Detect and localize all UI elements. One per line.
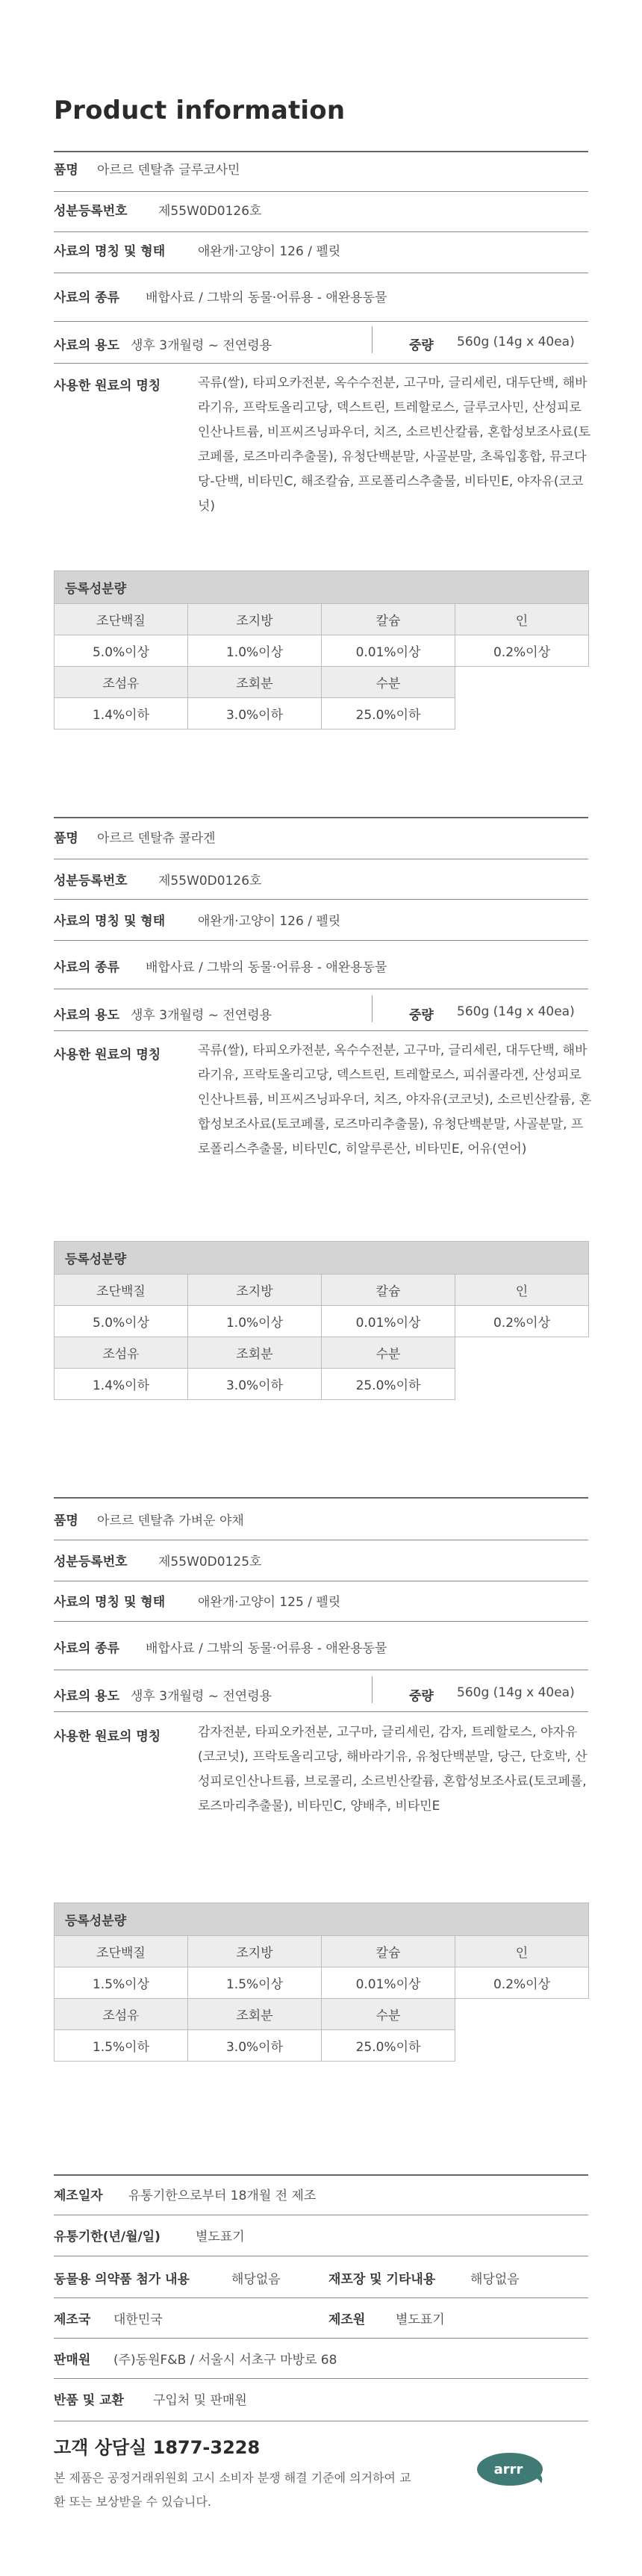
- weight-value: 560g (14g x 40ea): [457, 1004, 575, 1019]
- nutrient-table: [54, 1241, 589, 1400]
- column-separator: [372, 995, 373, 1022]
- column-separator: [372, 1676, 373, 1703]
- feed-type-value: 배합사료 / 그밖의 동물·어류용 - 애완용동물: [146, 960, 387, 975]
- feed-type-label: 사료의 종류: [54, 1641, 120, 1656]
- nutrient-label: 인: [455, 604, 589, 635]
- divider: [54, 2378, 588, 2379]
- registration-value: 제55W0D0125호: [158, 1555, 262, 1569]
- nutrient-label: 조단백질: [54, 604, 188, 635]
- nutrient-value: 0.2%이상: [455, 1306, 589, 1337]
- divider: [54, 151, 588, 152]
- registration-label: 성분등록번호: [54, 204, 128, 219]
- customer-service-text: 본 제품은 공정거래위원회 고시 소비자 분쟁 해결 기준에 의거하여 교환 또는 보상받을 수 있습니다.: [54, 2471, 411, 2509]
- nutrient-value: 5.0%이상: [54, 635, 188, 667]
- nutrient-value: 0.01%이상: [322, 1967, 455, 1999]
- weight-label: 중량: [409, 1008, 434, 1023]
- nutrient-value: 5.0%이상: [54, 1306, 188, 1337]
- product-name-label: 품명: [54, 1513, 78, 1528]
- divider: [54, 817, 588, 818]
- nutrient-value: 1.0%이상: [188, 635, 322, 667]
- feed-type-label: 사료의 종류: [54, 290, 120, 305]
- manufacturer-value: 별도표기: [396, 2312, 445, 2327]
- packaging-value: 해당없음: [470, 2272, 520, 2287]
- divider: [54, 191, 588, 192]
- nutrient-label: 칼슘: [322, 1936, 455, 1967]
- nutrient-value: 25.0%이하: [322, 1369, 455, 1400]
- divider: [54, 1621, 588, 1622]
- nutrient-label: 조단백질: [54, 1936, 188, 1967]
- nutrient-value: 0.2%이상: [455, 1967, 589, 1999]
- nutrient-value: 1.5%이하: [54, 2030, 188, 2062]
- nutrient-value: 0.2%이상: [455, 635, 589, 667]
- nutrient-table-header: 등록성분량: [54, 571, 589, 604]
- registration-label: 성분등록번호: [54, 874, 128, 889]
- empty-cell: [455, 1999, 589, 2030]
- nutrient-label: 조섬유: [54, 667, 188, 698]
- weight-label: 중량: [409, 1689, 434, 1704]
- nutrient-label: 인: [455, 1936, 589, 1967]
- divider: [54, 2297, 588, 2298]
- nutrient-label: 조회분: [188, 667, 322, 698]
- ingredients-value: 감자전분, 타피오카전분, 고구마, 글리세린, 감자, 트레할로스, 야자유(코코넛), 프락토올리고당, 해바라기유, 유청단백분말, 당근, 단호박, 산성피로인산나트륨, 브로콜리, 소르빈산칼륨, 혼합성보조사료(토코페롤,로즈마리추출물), 비타민C, 양배추, 비타민E: [198, 1725, 588, 1814]
- weight-value: 560g (14g x 40ea): [457, 335, 575, 349]
- divider: [54, 1030, 588, 1031]
- feed-type-value: 배합사료 / 그밖의 동물·어류용 - 애완용동물: [146, 1641, 387, 1656]
- brand-logo-text: arrr: [493, 2462, 523, 2477]
- name-form-value: 애완개·고양이 126 / 펠릿: [198, 244, 341, 259]
- nutrient-value: 0.01%이상: [322, 635, 455, 667]
- page-title: Product information: [54, 96, 346, 125]
- divider: [54, 2338, 588, 2339]
- product-name-label: 품명: [54, 163, 78, 178]
- nutrient-label: 조섬유: [54, 1337, 188, 1369]
- nutrient-value: 25.0%이하: [322, 698, 455, 729]
- expiry-label: 유통기한(년/월/일): [54, 2230, 160, 2244]
- nutrient-value: 0.01%이상: [322, 1306, 455, 1337]
- brand-logo: [476, 2451, 549, 2488]
- nutrient-label: 칼슘: [322, 604, 455, 635]
- nutrient-label: 인: [455, 1275, 589, 1306]
- mfg-date-value: 유통기한으로부터 18개월 전 제조: [128, 2188, 317, 2203]
- nutrient-table: [54, 570, 589, 729]
- name-form-label: 사료의 명칭 및 형태: [54, 244, 166, 259]
- nutrient-value: 1.4%이하: [54, 1369, 188, 1400]
- nutrient-value: 3.0%이하: [188, 1369, 322, 1400]
- feed-use-value: 생후 3개월령 ~ 전연령용: [131, 1008, 272, 1023]
- nutrient-label: 수분: [322, 1999, 455, 2030]
- country-value: 대한민국: [113, 2312, 163, 2327]
- nutrient-label: 조지방: [188, 1275, 322, 1306]
- country-label: 제조국: [54, 2312, 91, 2327]
- nutrient-value: 1.5%이상: [188, 1967, 322, 1999]
- empty-cell: [455, 1337, 589, 1369]
- registration-value: 제55W0D0126호: [158, 204, 262, 219]
- ingredients-label: 사용한 원료의 명칭: [54, 379, 161, 393]
- name-form-label: 사료의 명칭 및 형태: [54, 914, 166, 929]
- divider: [54, 1497, 588, 1499]
- nutrient-label: 수분: [322, 1337, 455, 1369]
- mfg-date-label: 제조일자: [54, 2188, 103, 2203]
- feed-use-label: 사료의 용도: [54, 1008, 120, 1023]
- return-label: 반품 및 교환: [54, 2393, 124, 2408]
- additive-value: 해당없음: [231, 2272, 281, 2287]
- product-name-label: 품명: [54, 831, 78, 846]
- additive-label: 동물용 의약품 첨가 내용: [54, 2272, 190, 2287]
- nutrient-table-header: 등록성분량: [54, 1903, 589, 1936]
- feed-use-value: 생후 3개월령 ~ 전연령용: [131, 338, 272, 353]
- product-name-value: 아르르 덴탈츄 콜라겐: [97, 831, 216, 846]
- expiry-value: 별도표기: [196, 2230, 245, 2244]
- feed-type-value: 배합사료 / 그밖의 동물·어류용 - 애완용동물: [146, 290, 387, 305]
- weight-value: 560g (14g x 40ea): [457, 1685, 575, 1700]
- seller-label: 판매원: [54, 2353, 91, 2368]
- divider: [54, 321, 588, 322]
- ingredients-value: 곡류(쌀), 타피오카전분, 옥수수전분, 고구마, 글리세린, 대두단백, 해바라기유, 프락토올리고당, 덱스트린, 트레할로스, 글루코사민, 산성피로인산나트륨, 비프씨즈닝파우더, 치즈, 소르빈산칼륨, 혼합성보조사료(토코페롤, 로즈마리추출물), 유청단백분말, 사골분말, 초록입홍합, 뮤코다당-단백, 비타민C, 해조칼슘, 프로폴리스추출물, 비타민E, 야자유(코코넛): [198, 376, 591, 514]
- manufacturer-label: 제조원: [328, 2312, 366, 2327]
- nutrient-label: 조섬유: [54, 1999, 188, 2030]
- nutrient-table: [54, 1903, 589, 2062]
- column-separator: [372, 326, 373, 353]
- ingredients-value: 곡류(쌀), 타피오카전분, 옥수수전분, 고구마, 글리세린, 대두단백, 해바라기유, 프락토올리고당, 덱스트린, 트레할로스, 피쉬콜라겐, 산성피로인산나트륨, 비프씨즈닝파우더, 치즈, 야자유(코코넛), 소르빈산칼륨, 혼합성보조사료(토코페롤, 로즈마리추출물), 유청단백분말, 사골분말, 프로폴리스추출물, 비타민C, 히알루론산, 비타민E, 어유(연어): [198, 1043, 592, 1157]
- divider: [54, 1711, 588, 1712]
- feed-use-value: 생후 3개월령 ~ 전연령용: [131, 1689, 272, 1704]
- packaging-label: 재포장 및 기타내용: [328, 2272, 436, 2287]
- nutrient-table-header: 등록성분량: [54, 1242, 589, 1275]
- empty-cell: [455, 698, 589, 729]
- name-form-label: 사료의 명칭 및 형태: [54, 1595, 166, 1610]
- divider: [54, 899, 588, 900]
- nutrient-label: 조회분: [188, 1337, 322, 1369]
- seller-value: (주)동원F&B / 서울시 서초구 마방로 68: [113, 2353, 337, 2368]
- nutrient-value: 1.4%이하: [54, 698, 188, 729]
- product-name-value: 아르르 덴탈츄 가벼운 야채: [97, 1513, 244, 1528]
- divider: [54, 363, 588, 364]
- feed-use-label: 사료의 용도: [54, 338, 120, 353]
- nutrient-label: 조지방: [188, 1936, 322, 1967]
- empty-cell: [455, 1369, 589, 1400]
- ingredients-label: 사용한 원료의 명칭: [54, 1729, 161, 1744]
- empty-cell: [455, 2030, 589, 2062]
- weight-label: 중량: [409, 338, 434, 353]
- empty-cell: [455, 667, 589, 698]
- return-value: 구입처 및 판매원: [153, 2393, 247, 2408]
- divider: [54, 2174, 588, 2176]
- nutrient-label: 칼슘: [322, 1275, 455, 1306]
- name-form-value: 애완개·고양이 126 / 펠릿: [198, 914, 341, 929]
- nutrient-value: 1.0%이상: [188, 1306, 322, 1337]
- ingredients-label: 사용한 원료의 명칭: [54, 1048, 161, 1063]
- nutrient-label: 조지방: [188, 604, 322, 635]
- nutrient-label: 조회분: [188, 1999, 322, 2030]
- registration-value: 제55W0D0126호: [158, 874, 262, 889]
- nutrient-value: 3.0%이하: [188, 698, 322, 729]
- customer-service-title: 고객 상담실 1877-3228: [54, 2437, 261, 2458]
- feed-use-label: 사료의 용도: [54, 1689, 120, 1704]
- divider: [54, 940, 588, 941]
- nutrient-label: 수분: [322, 667, 455, 698]
- nutrient-label: 조단백질: [54, 1275, 188, 1306]
- registration-label: 성분등록번호: [54, 1555, 128, 1569]
- name-form-value: 애완개·고양이 125 / 펠릿: [198, 1595, 341, 1610]
- product-name-value: 아르르 덴탈츄 글루코사민: [97, 163, 240, 178]
- nutrient-value: 25.0%이하: [322, 2030, 455, 2062]
- nutrient-value: 1.5%이상: [54, 1967, 188, 1999]
- nutrient-value: 3.0%이하: [188, 2030, 322, 2062]
- divider: [54, 231, 588, 232]
- feed-type-label: 사료의 종류: [54, 960, 120, 975]
